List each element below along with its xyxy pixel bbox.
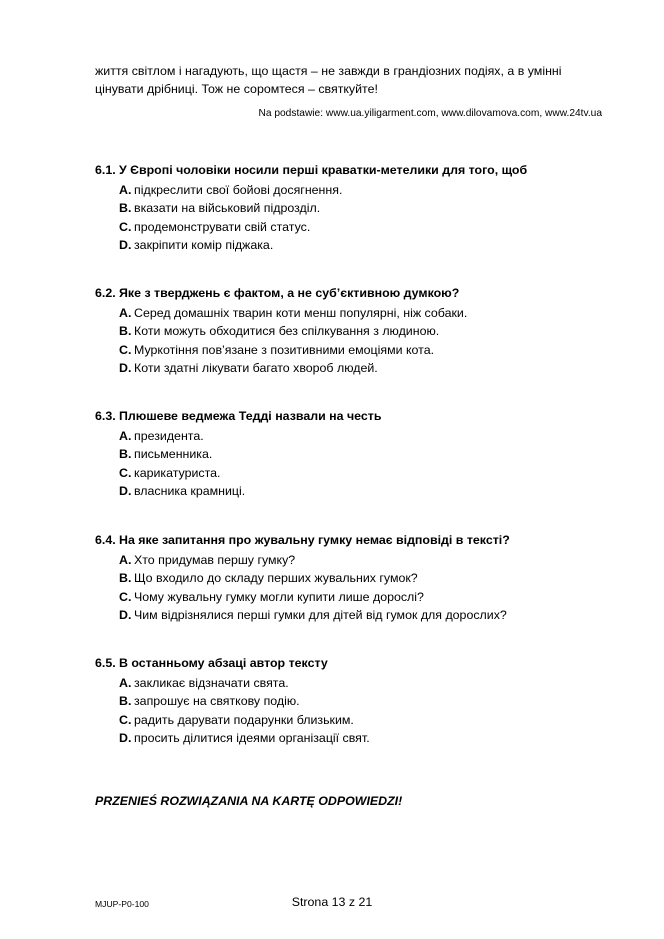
question-6-5 bbox=[95, 655, 615, 748]
option-text: закликає відзначати свята. bbox=[134, 676, 289, 690]
option-text: запрошує на святкову подію. bbox=[134, 694, 300, 709]
option-d bbox=[119, 729, 615, 747]
option-letter: A. bbox=[119, 676, 132, 690]
question-text: В останньому абзаці автор тексту bbox=[119, 656, 328, 670]
option-text: вказати на військовий підрозділ. bbox=[134, 201, 321, 216]
options-list bbox=[95, 304, 615, 378]
option-letter: D. bbox=[119, 484, 132, 499]
question-heading bbox=[95, 408, 615, 424]
question-heading bbox=[95, 532, 615, 548]
question-number: 6.4. bbox=[95, 533, 116, 547]
option-text: письменника. bbox=[134, 447, 213, 462]
option-b bbox=[119, 692, 615, 710]
option-c bbox=[119, 588, 615, 606]
option-letter: B. bbox=[119, 201, 132, 216]
question-number: 6.1. bbox=[95, 163, 116, 177]
question-6-2 bbox=[95, 285, 615, 378]
option-b bbox=[119, 569, 615, 587]
question-text: Яке з тверджень є фактом, а не суб’єктивною думкою? bbox=[119, 286, 460, 300]
question-6-4 bbox=[95, 532, 615, 625]
question-text: У Європі чоловіки носили перші краватки-метелики для того, щоб bbox=[119, 163, 528, 177]
option-text: Чим відрізнялися перші гумки для дітей від гумок для дорослих? bbox=[134, 608, 507, 623]
option-letter: C. bbox=[119, 712, 132, 727]
question-6-1 bbox=[95, 162, 615, 255]
option-text: Серед домашніх тварин коти менш популярні, ніж собаки. bbox=[134, 306, 468, 320]
option-letter: C. bbox=[119, 342, 132, 357]
option-letter: C. bbox=[119, 589, 132, 604]
option-text: карикатуриста. bbox=[134, 465, 221, 480]
question-6-3 bbox=[95, 408, 615, 501]
source-citation: Na podstawie: www.ua.yiligarment.com, www.dilovamova.com, www.24tv.ua bbox=[258, 108, 602, 119]
option-b bbox=[119, 322, 615, 340]
option-c bbox=[119, 341, 615, 359]
option-d bbox=[119, 236, 615, 254]
option-text: власника крамниці. bbox=[134, 484, 246, 499]
option-c bbox=[119, 711, 615, 729]
options-list bbox=[95, 181, 615, 255]
question-heading bbox=[95, 285, 615, 301]
option-text: Коти здатні лікувати багато хвороб людей. bbox=[134, 361, 378, 376]
option-text: президента. bbox=[134, 429, 204, 443]
options-list bbox=[95, 674, 615, 748]
option-a bbox=[119, 674, 615, 692]
option-text: Муркотіння пов’язане з позитивними емоціями кота. bbox=[134, 342, 435, 357]
option-letter: D. bbox=[119, 238, 132, 253]
page-number: Strona 13 z 21 bbox=[291, 895, 373, 909]
question-text: Плюшеве ведмежа Тедді назвали на честь bbox=[119, 409, 382, 423]
option-text: закріпити комір піджака. bbox=[134, 238, 274, 253]
option-d bbox=[119, 482, 615, 500]
options-list bbox=[95, 427, 615, 501]
option-letter: D. bbox=[119, 731, 132, 746]
option-a bbox=[119, 304, 615, 322]
option-d bbox=[119, 359, 615, 377]
option-a bbox=[119, 551, 615, 569]
option-d bbox=[119, 606, 615, 624]
option-text: радить дарувати подарунки близьким. bbox=[134, 712, 354, 727]
option-text: Чому жувальну гумку могли купити лише дорослі? bbox=[134, 589, 424, 604]
option-c bbox=[119, 464, 615, 482]
option-letter: B. bbox=[119, 447, 132, 462]
option-letter: C. bbox=[119, 465, 132, 480]
option-text: Хто придумав першу гумку? bbox=[134, 553, 296, 567]
option-text: продемонструвати свій статус. bbox=[134, 219, 311, 234]
option-letter: D. bbox=[119, 608, 132, 623]
option-letter: A. bbox=[119, 183, 132, 197]
option-b bbox=[119, 199, 615, 217]
option-a bbox=[119, 427, 615, 445]
question-number: 6.5. bbox=[95, 656, 116, 670]
option-text: Коти можуть обходитися без спілкування з людиною. bbox=[134, 324, 440, 339]
option-letter: A. bbox=[119, 429, 132, 443]
question-number: 6.3. bbox=[95, 409, 116, 423]
question-heading bbox=[95, 162, 615, 178]
option-text: Що входило до складу перших жувальних гумок? bbox=[134, 571, 418, 586]
option-letter: B. bbox=[119, 694, 132, 709]
question-heading bbox=[95, 655, 615, 671]
option-b bbox=[119, 445, 615, 463]
question-number: 6.2. bbox=[95, 286, 116, 300]
option-text: просить ділитися ідеями організації свят. bbox=[134, 731, 370, 746]
option-text: підкреслити свої бойові досягнення. bbox=[134, 183, 343, 197]
option-a bbox=[119, 181, 615, 199]
option-letter: C. bbox=[119, 219, 132, 234]
transfer-answers-notice: PRZENIEŚ ROZWIĄZANIA NA KARTĘ ODPOWIEDZI! bbox=[95, 794, 403, 808]
option-letter: B. bbox=[119, 571, 132, 586]
exam-code: MJUP-P0-100 bbox=[95, 899, 149, 909]
intro-paragraph: життя світлом і нагадують, що щастя – не завжди в грандіозних подіях, а в умінні цінувати дрібниці. Тож не соромтеся – святкуйте! bbox=[95, 64, 562, 96]
option-letter: B. bbox=[119, 324, 132, 339]
option-letter: A. bbox=[119, 306, 132, 320]
option-c bbox=[119, 218, 615, 236]
options-list bbox=[95, 551, 615, 625]
question-text: На яке запитання про жувальну гумку немає відповіді в тексті? bbox=[119, 533, 510, 547]
option-letter: A. bbox=[119, 553, 132, 567]
option-letter: D. bbox=[119, 361, 132, 376]
